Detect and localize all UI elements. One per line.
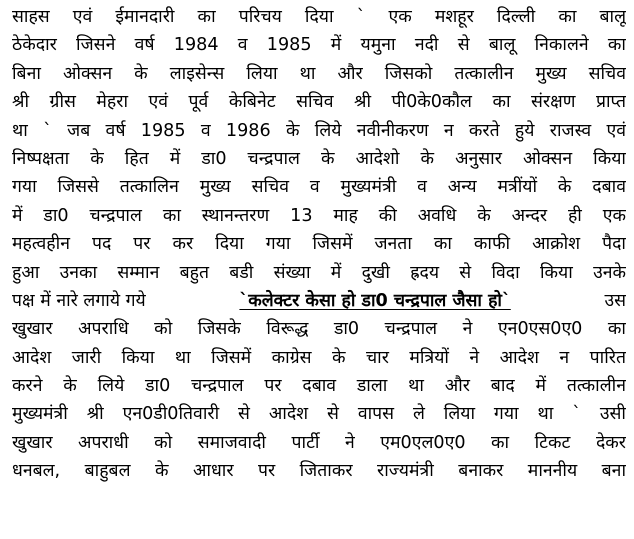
paragraph-line: निष्पक्षता के हित में डा0 चन्द्रपाल के आदेशो के अनुसार ओक्सन किया xyxy=(12,148,626,169)
quote-trailing-text: उस xyxy=(604,290,626,311)
paragraph-line: साहस एवं ईमानदारी का परिचय दिया ` एक मशहूर दिल्ली का बालू xyxy=(12,7,626,27)
slogan-quote: `कलेक्टर केसा हो डा0 चन्द्रपाल जैसा हो` xyxy=(239,290,511,311)
paragraph-line-with-quote xyxy=(12,287,626,315)
paragraph-line: बिना ओक्सन के लाइसेन्स लिया था और जिसको तत्कालीन मुख्य सचिव xyxy=(12,63,626,84)
paragraph-line: में डा0 चन्द्रपाल का स्थानन्तरण 13 माह की अवधि के अन्दर ही एक xyxy=(12,205,626,226)
paragraph-line: गया जिससे तत्कालिन मुख्य सचिव व मुख्यमंत्री व अन्य मत्रींयों के दबाव xyxy=(12,177,626,198)
paragraph-line: करने के लिये डा0 चन्द्रपाल पर दबाव डाला था और बाद में तत्कालीन xyxy=(12,376,626,397)
quote-lead-text: पक्ष में नारे लगाये गये xyxy=(12,290,146,311)
paragraph-line: था ` जब वर्ष 1985 व 1986 के लिये नवीनीकरण न करते हुये राजस्व एवं xyxy=(12,120,626,141)
paragraph-line: महत्वहीन पद पर कर दिया गया जिसमें जनता का काफी आक्रोश पैदा xyxy=(12,234,626,255)
paragraph-line: खुखार अपराधी को समाजवादी पार्टी ने एम0एल0ए0 का टिकट देकर xyxy=(12,432,626,453)
paragraph-line: मुख्यमंत्री श्री एन0डी0तिवारी से आदेश से वापस ले लिया गया था ` उसी xyxy=(12,404,626,425)
paragraph-line: ठेकेदार जिसने वर्ष 1984 व 1985 में यमुना नदी से बालू निकालने का xyxy=(12,35,626,56)
paragraph-line: खुखार अपराधि को जिसके विरूद्ध डा0 चन्द्रपाल ने एन0एस0ए0 का xyxy=(12,319,626,340)
paragraph-line: हुआ उनका सम्मान बहुत बडी संख्या में दुखी ह्रदय से विदा किया उनके xyxy=(12,262,626,283)
paragraph-line: आदेश जारी किया था जिसमें काग्रेस के चार मत्रियों ने आदेश न पारित xyxy=(12,347,626,368)
paragraph-line: धनबल, बाहुबल के आधार पर जिताकर राज्यमंत्री बनाकर माननीय बना xyxy=(12,461,626,482)
paragraph-line: श्री ग्रीस मेहरा एवं पूर्व केबिनेट सचिव श्री पी0के0कौल का संरक्षण प्राप्त xyxy=(12,92,626,113)
